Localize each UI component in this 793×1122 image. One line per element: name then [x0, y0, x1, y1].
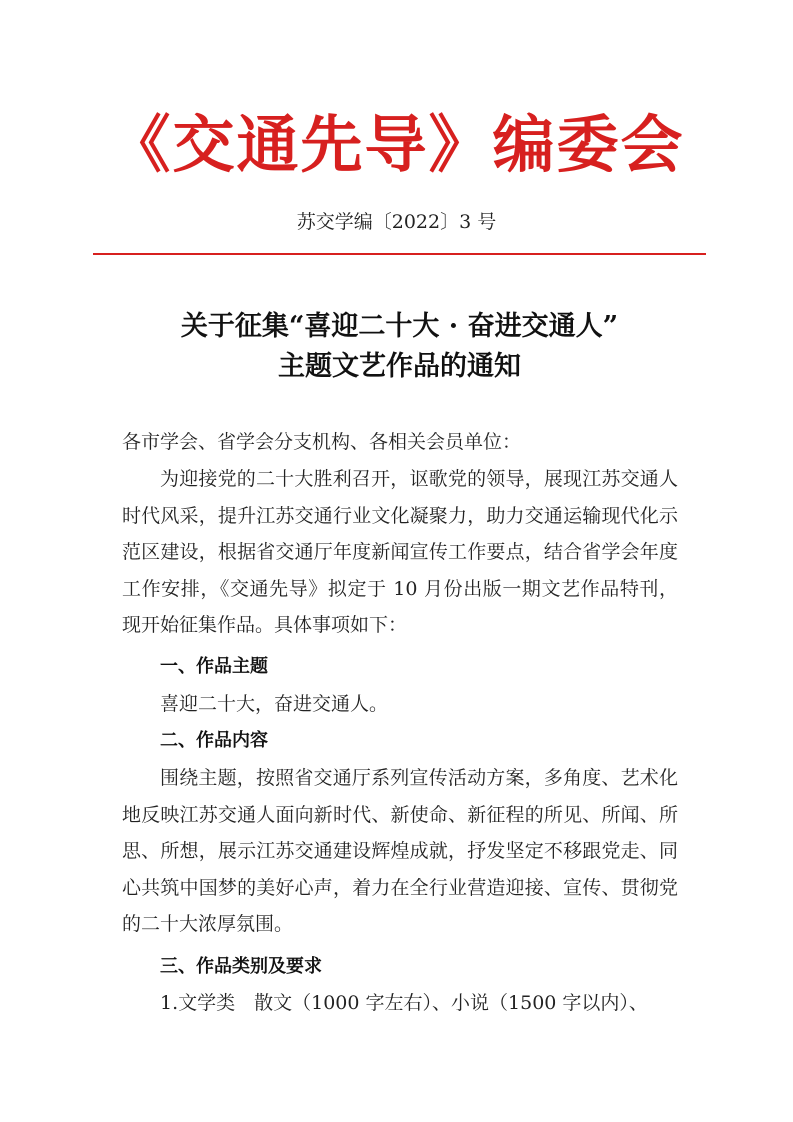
notice-title-line-1: 关于征集“喜迎二十大 · 奋进交通人”	[180, 311, 619, 342]
section-text-categories: 1.文学类 散文（1000 字左右）、小说（1500 字以内）、	[160, 992, 648, 1014]
masthead-title: 《交通先导》编委会	[108, 108, 685, 181]
salutation: 各市学会、省学会分支机构、各相关会员单位：	[122, 431, 522, 453]
section-text-content: 围绕主题，按照省交通厅系列宣传活动方案，多角度、艺术化地反映江苏交通人面向新时代、新使命、新征程的所见、所闻、所思、所想，展示江苏交通建设辉煌成就，抒发坚定不移跟党走、同心共筑中国梦的美好心声，着力在全行业营造迎接、宣传、贯彻党的二十大浓厚氛围。	[122, 767, 678, 935]
notice-title-line-2: 主题文艺作品的通知	[278, 351, 521, 382]
document-number: 苏交学编〔2022〕3 号	[296, 211, 497, 233]
section-heading-categories: 三、作品类别及要求	[160, 956, 322, 977]
intro-paragraph: 为迎接党的二十大胜利召开，讴歌党的领导，展现江苏交通人时代风采，提升江苏交通行业文化凝聚力，助力交通运输现代化示范区建设，根据省交通厅年度新闻宣传工作要点，结合省学会年度工作安排，《交通先导》拟定于 10 月份出版一期文艺作品特刊，现开始征集作品。具体事项如下：	[122, 468, 678, 636]
section-heading-content: 二、作品内容	[160, 730, 268, 751]
red-divider-line	[93, 253, 706, 255]
section-text-theme: 喜迎二十大，奋进交通人。	[160, 693, 389, 715]
section-heading-theme: 一、作品主题	[160, 656, 268, 677]
